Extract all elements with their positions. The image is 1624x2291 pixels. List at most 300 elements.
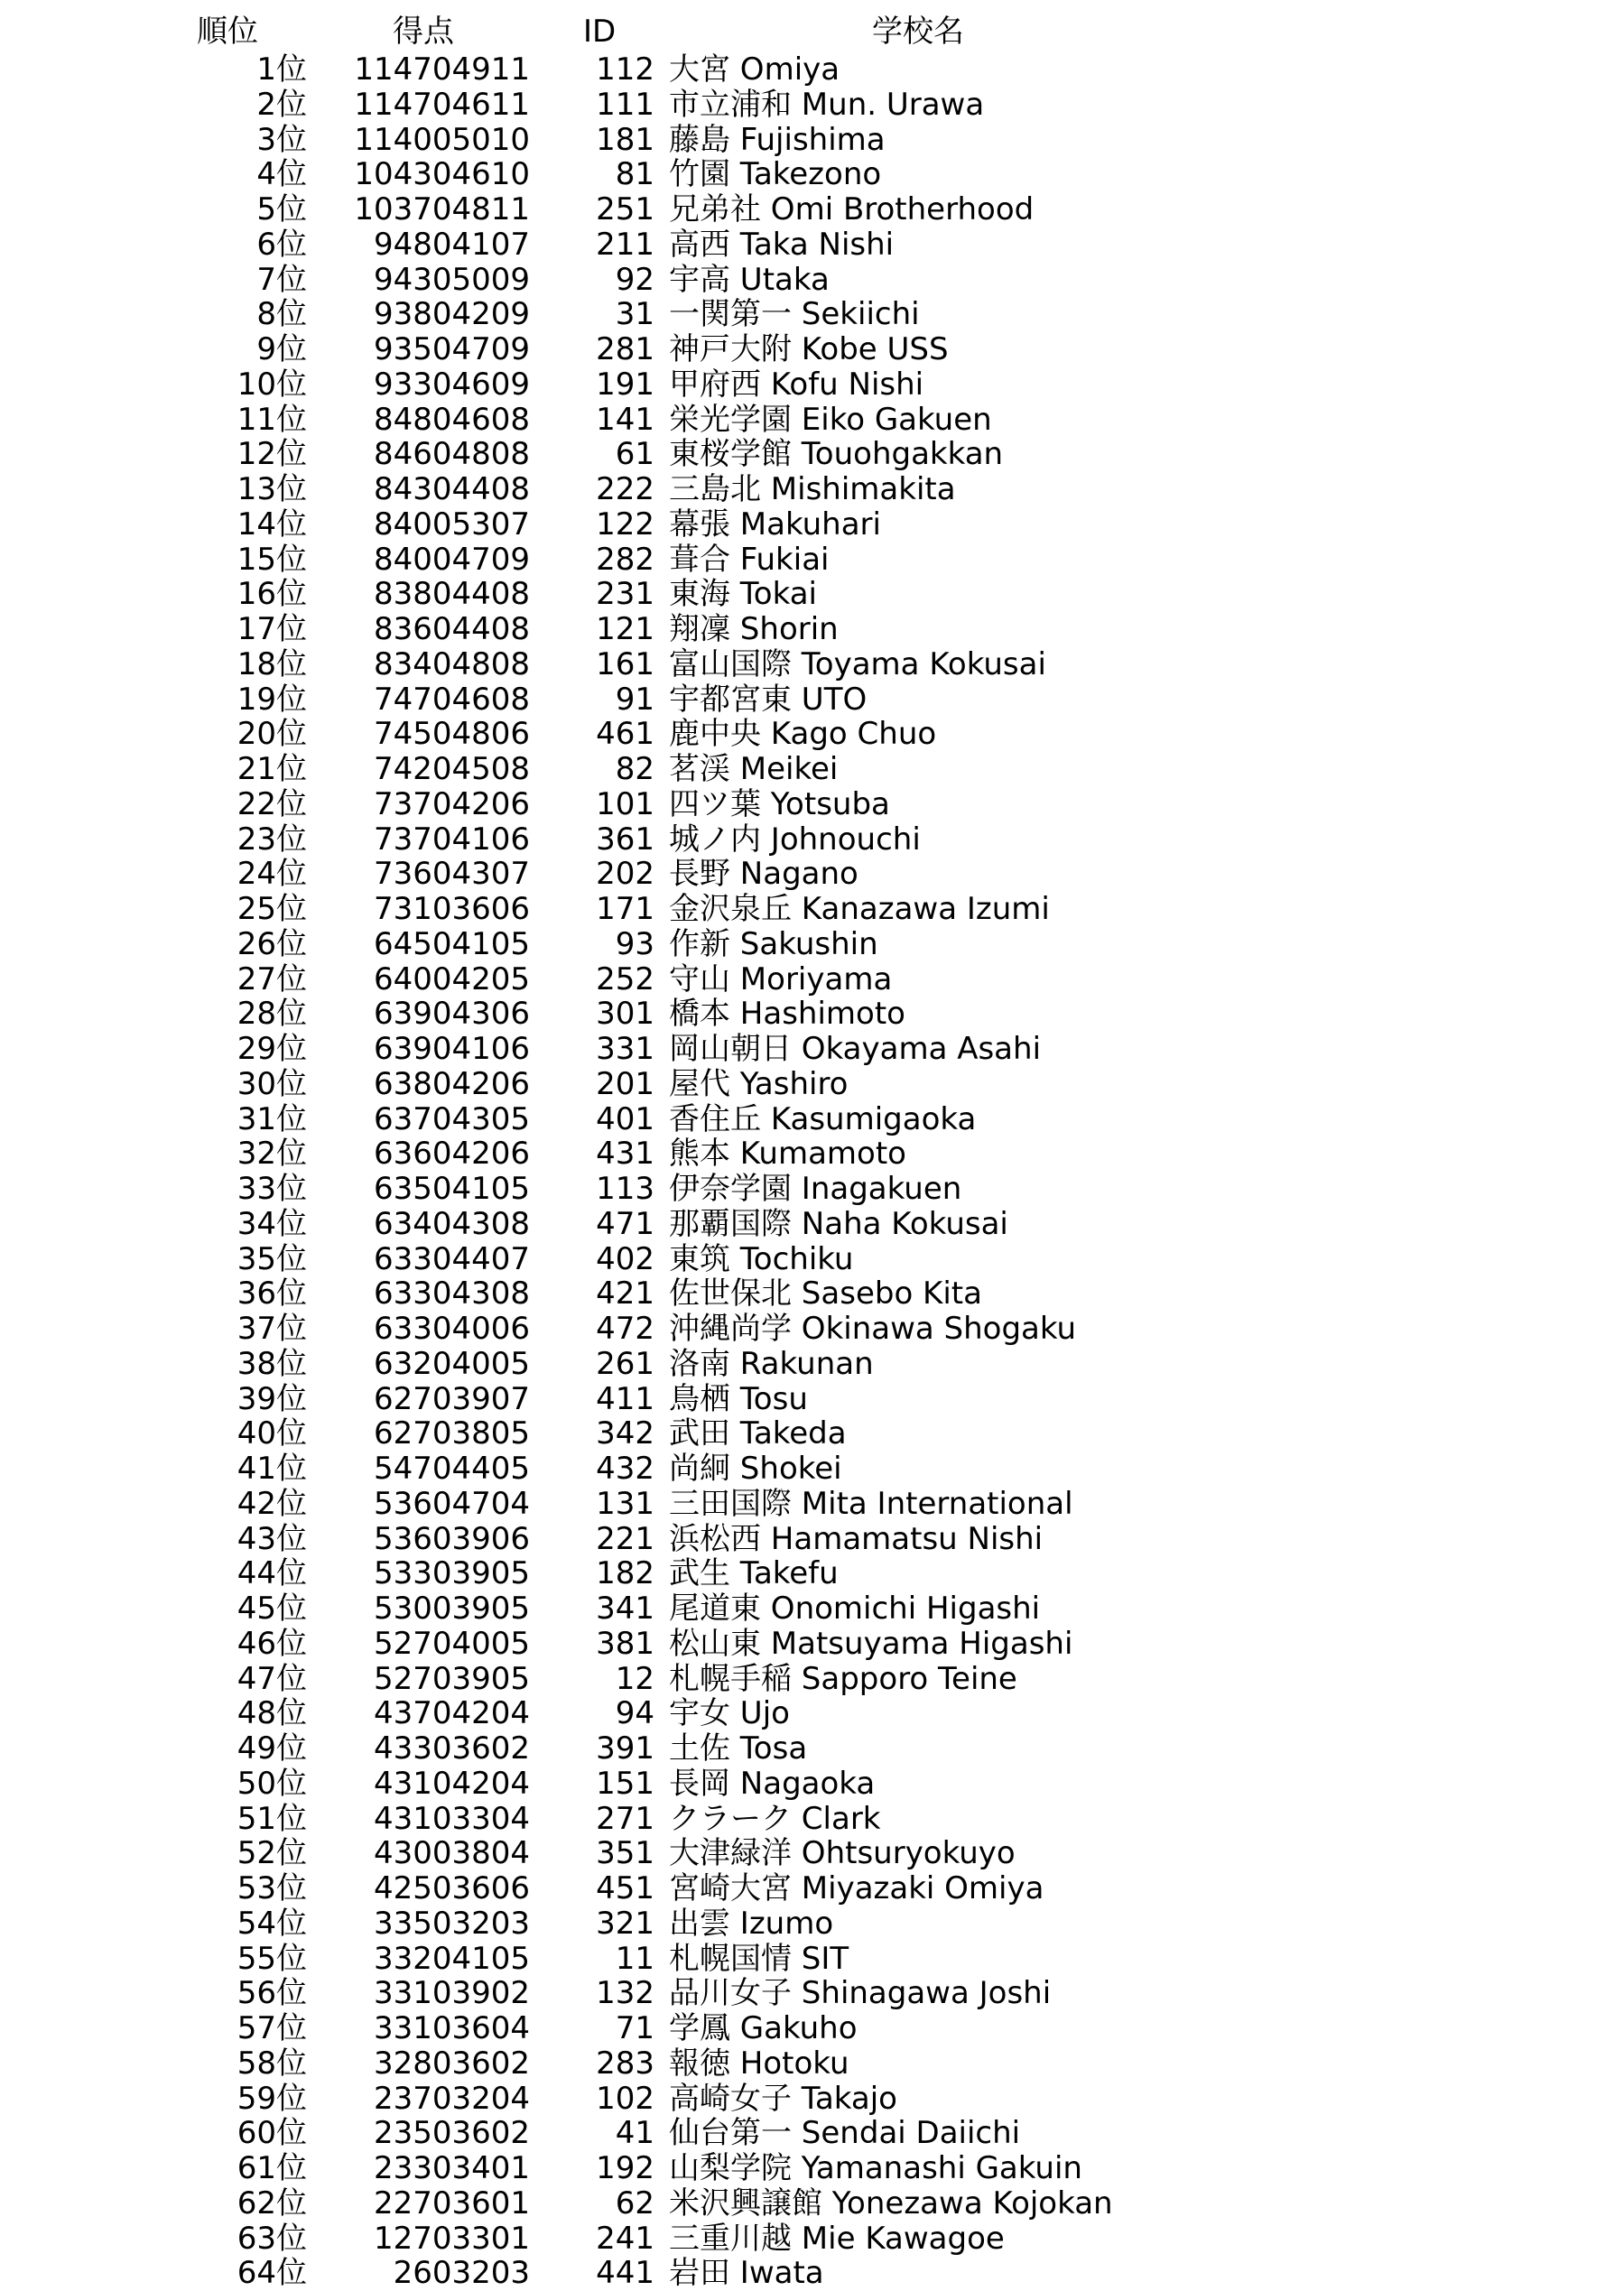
school-name-cell: 鳥栖 Tosu [669, 1380, 808, 1417]
table-row [0, 1487, 1624, 1522]
table-row [0, 1312, 1624, 1347]
school-name-cell: 品川女子 Shinagawa Joshi [669, 1975, 1052, 2012]
table-row [0, 1347, 1624, 1382]
rank-cell: 27位 [237, 960, 307, 997]
score-cell: 73704206 [373, 785, 530, 822]
school-name-cell: 守山 Moriyama [669, 960, 893, 997]
rank-cell: 58位 [237, 2045, 307, 2082]
rank-cell: 32位 [237, 1136, 307, 1173]
table-row [0, 1802, 1624, 1837]
school-name-cell: 茗渓 Meikei [669, 751, 839, 787]
score-cell: 93504709 [373, 331, 530, 367]
table-row [0, 1242, 1624, 1277]
table-row [0, 437, 1624, 472]
id-cell: 222 [596, 471, 654, 507]
score-cell: 53003905 [373, 1591, 530, 1627]
id-cell: 341 [596, 1591, 654, 1627]
header-score: 得点 [393, 14, 454, 50]
school-name-cell: 大津緑洋 Ohtsuryokuyo [669, 1835, 1016, 1872]
school-name-cell: 長野 Nagano [669, 856, 858, 893]
table-row [0, 52, 1624, 88]
school-name-cell: 四ツ葉 Yotsuba [669, 785, 890, 822]
score-cell: 43003804 [373, 1835, 530, 1872]
table-row [0, 1416, 1624, 1452]
rank-cell: 14位 [237, 506, 307, 543]
rank-cell: 15位 [237, 541, 307, 578]
table-row [0, 1032, 1624, 1067]
school-name-cell: 出雲 Izumo [669, 1905, 834, 1942]
table-row [0, 577, 1624, 612]
header-rank: 順位 [197, 14, 258, 50]
rank-cell: 51位 [237, 1800, 307, 1837]
school-name-cell: 東桜学館 Touohgakkan [669, 436, 1004, 473]
school-name-cell: 東海 Tokai [669, 576, 817, 613]
id-cell: 41 [615, 2115, 654, 2152]
id-cell: 351 [596, 1835, 654, 1872]
id-cell: 11 [615, 1940, 654, 1977]
score-cell: 64004205 [373, 960, 530, 997]
table-row [0, 1067, 1624, 1102]
score-cell: 114704611 [354, 86, 530, 123]
rank-cell: 1位 [256, 51, 307, 88]
score-cell: 32803602 [373, 2045, 530, 2082]
score-cell: 74704608 [373, 681, 530, 718]
rank-cell: 56位 [237, 1975, 307, 2012]
rank-cell: 26位 [237, 925, 307, 962]
score-cell: 73604307 [373, 856, 530, 893]
school-name-cell: 土佐 Tosa [669, 1730, 808, 1767]
table-row [0, 157, 1624, 192]
rank-cell: 33位 [237, 1171, 307, 1207]
rank-cell: 63位 [237, 2220, 307, 2257]
id-cell: 472 [596, 1311, 654, 1347]
id-cell: 241 [596, 2220, 654, 2257]
id-cell: 111 [596, 86, 654, 123]
id-cell: 131 [596, 1485, 654, 1522]
score-cell: 114005010 [354, 121, 530, 158]
rank-cell: 64位 [237, 2255, 307, 2291]
score-cell: 63304407 [373, 1240, 530, 1277]
id-cell: 252 [596, 960, 654, 997]
school-name-cell: 藤島 Fujishima [669, 121, 886, 158]
school-name-cell: 沖縄尚学 Okinawa Shogaku [669, 1311, 1077, 1347]
score-cell: 33204105 [373, 1940, 530, 1977]
rank-cell: 61位 [237, 2150, 307, 2186]
table-row [0, 647, 1624, 682]
id-cell: 191 [596, 366, 654, 403]
rank-cell: 50位 [237, 1765, 307, 1802]
score-cell: 52703905 [373, 1660, 530, 1697]
id-cell: 391 [596, 1730, 654, 1767]
table-row [0, 752, 1624, 787]
score-cell: 53603906 [373, 1520, 530, 1557]
score-cell: 84005307 [373, 506, 530, 543]
table-row [0, 192, 1624, 227]
score-cell: 23703204 [373, 2080, 530, 2117]
score-cell: 63904106 [373, 1031, 530, 1067]
score-cell: 33503203 [373, 1905, 530, 1942]
id-cell: 112 [596, 51, 654, 88]
school-name-cell: 三田国際 Mita International [669, 1485, 1073, 1522]
id-cell: 71 [615, 2010, 654, 2046]
score-cell: 84604808 [373, 436, 530, 473]
id-cell: 161 [596, 645, 654, 682]
school-name-cell: 兄弟社 Omi Brotherhood [669, 191, 1035, 227]
school-name-cell: 橋本 Hashimoto [669, 996, 905, 1033]
id-cell: 31 [615, 296, 654, 333]
rank-cell: 8位 [256, 296, 307, 333]
score-cell: 53303905 [373, 1555, 530, 1592]
score-cell: 43704204 [373, 1695, 530, 1732]
rank-cell: 24位 [237, 856, 307, 893]
table-row [0, 1382, 1624, 1417]
score-cell: 63704305 [373, 1100, 530, 1137]
score-cell: 94804107 [373, 226, 530, 263]
score-cell: 63604206 [373, 1136, 530, 1173]
score-cell: 64504105 [373, 925, 530, 962]
table-row [0, 1871, 1624, 1906]
id-cell: 94 [615, 1695, 654, 1732]
score-cell: 54704405 [373, 1451, 530, 1487]
id-cell: 81 [615, 156, 654, 193]
school-name-cell: 洛南 Rakunan [669, 1345, 874, 1382]
score-cell: 63904306 [373, 996, 530, 1033]
school-name-cell: 岡山朝日 Okayama Asahi [669, 1031, 1042, 1067]
score-cell: 43104204 [373, 1765, 530, 1802]
rank-cell: 47位 [237, 1660, 307, 1697]
id-cell: 301 [596, 996, 654, 1033]
score-cell: 94305009 [373, 261, 530, 298]
table-row [0, 2221, 1624, 2257]
table-row [0, 997, 1624, 1032]
id-cell: 381 [596, 1625, 654, 1662]
table-row [0, 1731, 1624, 1767]
table-row [0, 2046, 1624, 2082]
table-row [0, 2151, 1624, 2186]
school-name-cell: 竹園 Takezono [669, 156, 882, 193]
school-name-cell: 学鳳 Gakuho [669, 2010, 858, 2046]
school-name-cell: 大宮 Omiya [669, 51, 840, 88]
table-row [0, 1556, 1624, 1591]
header-row [0, 14, 1624, 50]
table-row [0, 2116, 1624, 2151]
score-cell: 84004709 [373, 541, 530, 578]
table-row [0, 1136, 1624, 1172]
id-cell: 451 [596, 1870, 654, 1906]
rank-cell: 29位 [237, 1031, 307, 1067]
table-row [0, 297, 1624, 332]
table-row [0, 88, 1624, 123]
table-row [0, 1591, 1624, 1627]
school-name-cell: 神戸大附 Kobe USS [669, 331, 949, 367]
table-row [0, 1906, 1624, 1942]
id-cell: 82 [615, 751, 654, 787]
id-cell: 431 [596, 1136, 654, 1173]
school-name-cell: 長岡 Nagaoka [669, 1765, 876, 1802]
rank-cell: 31位 [237, 1100, 307, 1137]
header-id: ID [583, 14, 617, 50]
id-cell: 231 [596, 576, 654, 613]
score-cell: 62703805 [373, 1415, 530, 1452]
school-name-cell: 報徳 Hotoku [669, 2045, 849, 2082]
rank-cell: 17位 [237, 611, 307, 647]
score-cell: 42503606 [373, 1870, 530, 1906]
school-name-cell: 尚絅 Shokei [669, 1451, 842, 1487]
rank-cell: 30位 [237, 1065, 307, 1102]
rank-cell: 6位 [256, 226, 307, 263]
table-row [0, 2082, 1624, 2117]
id-cell: 321 [596, 1905, 654, 1942]
score-cell: 12703301 [373, 2220, 530, 2257]
rank-cell: 9位 [256, 331, 307, 367]
id-cell: 122 [596, 506, 654, 543]
table-row [0, 2256, 1624, 2291]
rank-cell: 57位 [237, 2010, 307, 2046]
score-cell: 63504105 [373, 1171, 530, 1207]
school-name-cell: 武田 Takeda [669, 1415, 847, 1452]
id-cell: 401 [596, 1100, 654, 1137]
id-cell: 271 [596, 1800, 654, 1837]
table-row [0, 857, 1624, 892]
score-cell: 74504806 [373, 716, 530, 753]
table-row [0, 1276, 1624, 1312]
score-cell: 63204005 [373, 1345, 530, 1382]
rank-cell: 49位 [237, 1730, 307, 1767]
id-cell: 281 [596, 331, 654, 367]
table-row [0, 1976, 1624, 2011]
table-row [0, 787, 1624, 822]
id-cell: 331 [596, 1031, 654, 1067]
table-row [0, 1627, 1624, 1662]
school-name-cell: クラーク Clark [669, 1800, 881, 1837]
id-cell: 182 [596, 1555, 654, 1592]
school-name-cell: 城ノ内 Johnouchi [669, 821, 921, 858]
rank-cell: 25位 [237, 891, 307, 927]
school-name-cell: 浜松西 Hamamatsu Nishi [669, 1520, 1044, 1557]
id-cell: 361 [596, 821, 654, 858]
table-row [0, 822, 1624, 858]
rank-cell: 53位 [237, 1870, 307, 1906]
id-cell: 102 [596, 2080, 654, 2117]
rank-cell: 62位 [237, 2184, 307, 2221]
rank-cell: 43位 [237, 1520, 307, 1557]
score-cell: 73704106 [373, 821, 530, 858]
table-row [0, 123, 1624, 158]
id-cell: 283 [596, 2045, 654, 2082]
rank-cell: 22位 [237, 785, 307, 822]
table-row [0, 263, 1624, 298]
school-name-cell: 米沢興譲館 Yonezawa Kojokan [669, 2184, 1113, 2221]
school-name-cell: 高西 Taka Nishi [669, 226, 895, 263]
rank-cell: 38位 [237, 1345, 307, 1382]
rank-cell: 10位 [237, 366, 307, 403]
id-cell: 171 [596, 891, 654, 927]
school-name-cell: 宇都宮東 UTO [669, 681, 868, 718]
table-row [0, 403, 1624, 438]
table-row [0, 227, 1624, 263]
score-cell: 53604704 [373, 1485, 530, 1522]
score-cell: 84304408 [373, 471, 530, 507]
score-cell: 33103902 [373, 1975, 530, 2012]
table-row [0, 1522, 1624, 1557]
id-cell: 441 [596, 2255, 654, 2291]
rank-cell: 46位 [237, 1625, 307, 1662]
rank-cell: 13位 [237, 471, 307, 507]
rank-cell: 20位 [237, 716, 307, 753]
score-cell: 43103304 [373, 1800, 530, 1837]
table-row [0, 543, 1624, 578]
rank-cell: 55位 [237, 1940, 307, 1977]
school-name-cell: 札幌国情 SIT [669, 1940, 849, 1977]
rank-cell: 45位 [237, 1591, 307, 1627]
id-cell: 432 [596, 1451, 654, 1487]
table-row [0, 367, 1624, 403]
rank-cell: 42位 [237, 1485, 307, 1522]
table-row [0, 1696, 1624, 1731]
score-cell: 74204508 [373, 751, 530, 787]
rank-cell: 54位 [237, 1905, 307, 1942]
id-cell: 201 [596, 1065, 654, 1102]
score-cell: 84804608 [373, 401, 530, 438]
school-name-cell: 三重川越 Mie Kawagoe [669, 2220, 1005, 2257]
school-name-cell: 市立浦和 Mun. Urawa [669, 86, 985, 123]
score-cell: 73103606 [373, 891, 530, 927]
school-name-cell: 東筑 Tochiku [669, 1240, 854, 1277]
score-cell: 23503602 [373, 2115, 530, 2152]
rank-cell: 11位 [237, 401, 307, 438]
school-name-cell: 武生 Takefu [669, 1555, 839, 1592]
score-cell: 43303602 [373, 1730, 530, 1767]
school-name-cell: 幕張 Makuhari [669, 506, 881, 543]
rank-cell: 60位 [237, 2115, 307, 2152]
id-cell: 113 [596, 1171, 654, 1207]
table-row [0, 2186, 1624, 2221]
school-name-cell: 岩田 Iwata [669, 2255, 824, 2291]
id-cell: 211 [596, 226, 654, 263]
id-cell: 92 [615, 261, 654, 298]
school-name-cell: 熊本 Kumamoto [669, 1136, 906, 1173]
rank-cell: 3位 [256, 121, 307, 158]
school-name-cell: 伊奈学園 Inagakuen [669, 1171, 962, 1207]
school-name-cell: 一関第一 Sekiichi [669, 296, 920, 333]
school-name-cell: 作新 Sakushin [669, 925, 878, 962]
school-name-cell: 松山東 Matsuyama Higashi [669, 1625, 1073, 1662]
rank-cell: 34位 [237, 1205, 307, 1242]
rank-cell: 59位 [237, 2080, 307, 2117]
school-name-cell: 宇女 Ujo [669, 1695, 790, 1732]
school-name-cell: 宮崎大宮 Miyazaki Omiya [669, 1870, 1044, 1906]
table-row [0, 1207, 1624, 1242]
score-cell: 103704811 [354, 191, 530, 227]
table-row [0, 612, 1624, 647]
id-cell: 202 [596, 856, 654, 893]
score-cell: 83404808 [373, 645, 530, 682]
score-cell: 83604408 [373, 611, 530, 647]
score-cell: 63304308 [373, 1275, 530, 1312]
id-cell: 61 [615, 436, 654, 473]
id-cell: 461 [596, 716, 654, 753]
score-cell: 22703601 [373, 2184, 530, 2221]
id-cell: 91 [615, 681, 654, 718]
rank-cell: 18位 [237, 645, 307, 682]
rank-cell: 2位 [256, 86, 307, 123]
rank-cell: 23位 [237, 821, 307, 858]
id-cell: 411 [596, 1380, 654, 1417]
table-row [0, 2011, 1624, 2046]
table-row [0, 1942, 1624, 1977]
school-name-cell: 那覇国際 Naha Kokusai [669, 1205, 1008, 1242]
table-row [0, 682, 1624, 718]
id-cell: 402 [596, 1240, 654, 1277]
id-cell: 261 [596, 1345, 654, 1382]
school-name-cell: 甲府西 Kofu Nishi [669, 366, 924, 403]
score-cell: 63304006 [373, 1311, 530, 1347]
score-cell: 52704005 [373, 1625, 530, 1662]
table-row [0, 1662, 1624, 1697]
school-name-cell: 佐世保北 Sasebo Kita [669, 1275, 982, 1312]
rank-cell: 44位 [237, 1555, 307, 1592]
rank-cell: 35位 [237, 1240, 307, 1277]
school-name-cell: 富山国際 Toyama Kokusai [669, 645, 1046, 682]
score-cell: 23303401 [373, 2150, 530, 2186]
school-name-cell: 鹿中央 Kago Chuo [669, 716, 937, 753]
school-name-cell: 金沢泉丘 Kanazawa Izumi [669, 891, 1050, 927]
id-cell: 132 [596, 1975, 654, 2012]
rank-cell: 4位 [256, 156, 307, 193]
rank-cell: 39位 [237, 1380, 307, 1417]
school-name-cell: 尾道東 Onomichi Higashi [669, 1591, 1041, 1627]
table-row [0, 507, 1624, 543]
table-row [0, 1767, 1624, 1802]
id-cell: 12 [615, 1660, 654, 1697]
id-cell: 121 [596, 611, 654, 647]
table-row [0, 962, 1624, 997]
score-cell: 104304610 [354, 156, 530, 193]
table-row [0, 892, 1624, 927]
score-cell: 93304609 [373, 366, 530, 403]
school-name-cell: 仙台第一 Sendai Daiichi [669, 2115, 1021, 2152]
rank-cell: 19位 [237, 681, 307, 718]
school-name-cell: 屋代 Yashiro [669, 1065, 849, 1102]
id-cell: 151 [596, 1765, 654, 1802]
id-cell: 181 [596, 121, 654, 158]
score-cell: 62703907 [373, 1380, 530, 1417]
score-cell: 2603203 [393, 2255, 530, 2291]
rank-cell: 7位 [256, 261, 307, 298]
score-cell: 33103604 [373, 2010, 530, 2046]
id-cell: 141 [596, 401, 654, 438]
id-cell: 93 [615, 925, 654, 962]
rank-cell: 48位 [237, 1695, 307, 1732]
id-cell: 421 [596, 1275, 654, 1312]
id-cell: 342 [596, 1415, 654, 1452]
id-cell: 471 [596, 1205, 654, 1242]
school-name-cell: 山梨学院 Yamanashi Gakuin [669, 2150, 1082, 2186]
school-name-cell: 高崎女子 Takajo [669, 2080, 897, 2117]
score-cell: 83804408 [373, 576, 530, 613]
id-cell: 192 [596, 2150, 654, 2186]
school-name-cell: 香住丘 Kasumigaoka [669, 1100, 977, 1137]
table-row [0, 927, 1624, 962]
table-row [0, 1836, 1624, 1871]
id-cell: 62 [615, 2184, 654, 2221]
id-cell: 282 [596, 541, 654, 578]
school-name-cell: 葺合 Fukiai [669, 541, 830, 578]
rank-cell: 36位 [237, 1275, 307, 1312]
table-row [0, 1452, 1624, 1487]
rank-cell: 5位 [256, 191, 307, 227]
school-name-cell: 宇高 Utaka [669, 261, 830, 298]
